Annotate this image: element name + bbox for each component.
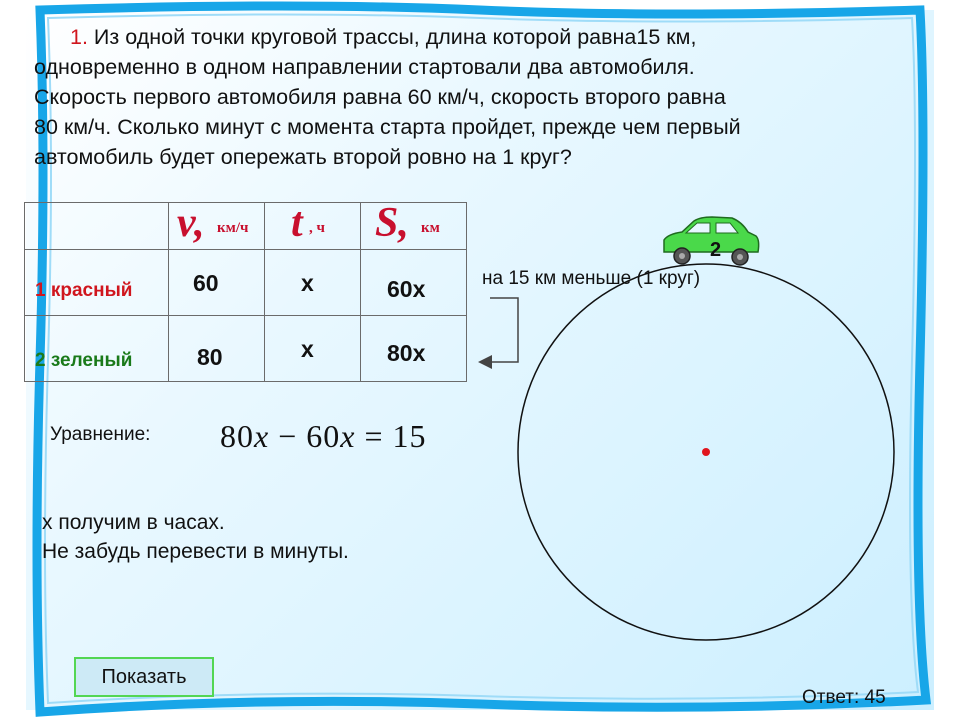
equation-minus: − bbox=[269, 418, 307, 454]
distance-value: 80x bbox=[387, 340, 426, 366]
problem-line-5: автомобиль будет опережать второй ровно на 1 круг? bbox=[34, 145, 572, 169]
distance-value: 60x bbox=[387, 276, 426, 302]
car-number: 2 bbox=[710, 239, 722, 261]
time-value: x bbox=[301, 336, 314, 362]
equation-var-b: x bbox=[340, 418, 356, 454]
equation-coef-b: 60 bbox=[306, 418, 341, 454]
distance-symbol: S, bbox=[375, 200, 409, 246]
problem-line-2: одновременно в одном направлении стартовали два автомобиля. bbox=[34, 55, 695, 79]
speed-value: 80 bbox=[197, 344, 223, 370]
show-button[interactable]: Показать bbox=[74, 657, 214, 697]
problem-line-1: Из одной точки круговой трассы, длина которой равна15 км, bbox=[93, 25, 697, 49]
speed-value: 60 bbox=[193, 270, 219, 296]
speed-symbol: v, bbox=[177, 200, 205, 246]
hint-note bbox=[42, 508, 349, 566]
problem-line-4: 80 км/ч. Сколько минут с момента старта пройдет, прежде чем первый bbox=[34, 115, 741, 139]
time-value: x bbox=[301, 270, 314, 296]
hint-line-2: Не забудь перевести в минуты. bbox=[42, 540, 349, 563]
track-center-dot bbox=[702, 448, 710, 456]
row-label-red: 1 красный bbox=[35, 280, 133, 301]
problem-number: 1. bbox=[70, 25, 88, 49]
distance-unit: км bbox=[421, 220, 440, 236]
time-unit: , ч bbox=[309, 220, 325, 236]
row-label-green: 2 зеленый bbox=[35, 350, 133, 371]
equation bbox=[220, 418, 427, 455]
difference-label: на 15 км меньше (1 круг) bbox=[482, 268, 701, 289]
bracket-line bbox=[486, 298, 518, 362]
equation-label: Уравнение: bbox=[50, 424, 151, 445]
answer-text: Ответ: 45 bbox=[802, 687, 886, 708]
equation-coef-a: 80 bbox=[220, 418, 254, 454]
time-symbol: t bbox=[291, 200, 303, 246]
speed-unit: км/ч bbox=[217, 220, 249, 236]
problem-line-3: Скорость первого автомобиля равна 60 км/ч, скорость второго равна bbox=[34, 85, 726, 109]
equation-rhs: = 15 bbox=[355, 418, 427, 454]
arrow-head-icon bbox=[478, 355, 492, 369]
hint-line-1: х получим в часах. bbox=[42, 511, 225, 534]
equation-var-a: x bbox=[254, 418, 270, 454]
